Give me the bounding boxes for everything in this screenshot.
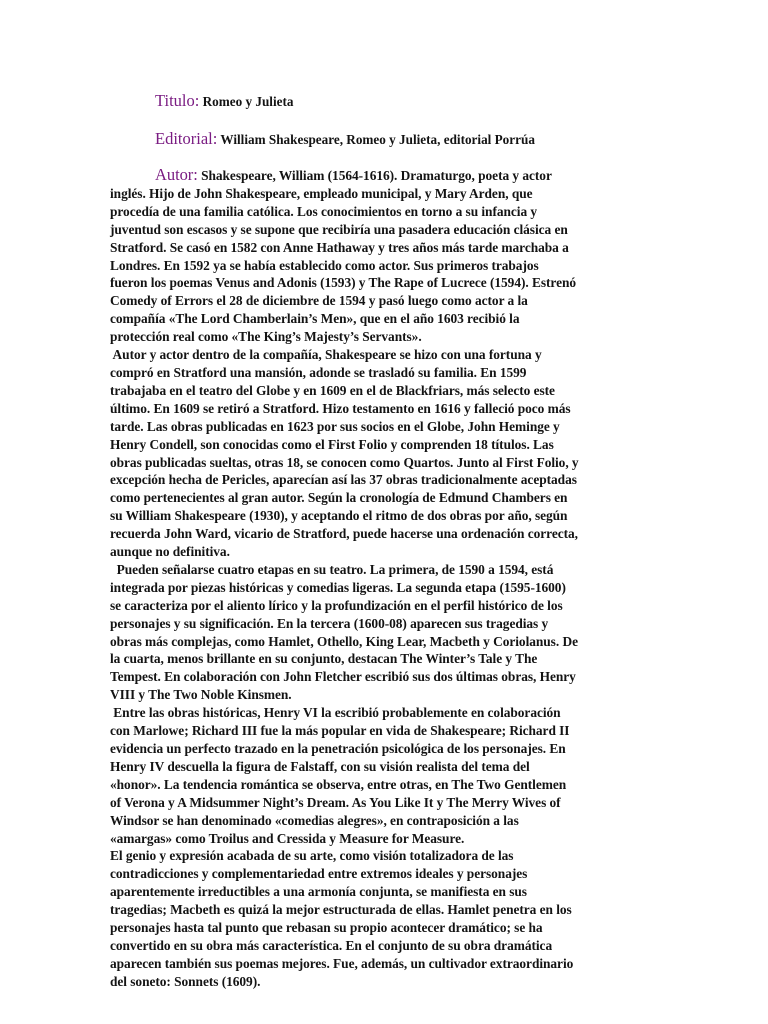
body-line: inglés. Hijo de John Shakespeare, empleado municipal, y Mary Arden, que bbox=[110, 185, 533, 201]
body-line: aparecen también sus poemas mejores. Fue, además, un cultivador extraordinario bbox=[110, 955, 574, 971]
body-line: integrada por piezas históricas y comedias ligeras. La segunda etapa (1595-1600) bbox=[110, 579, 566, 595]
body-line: procedía de una familia católica. Los conocimientos en torno a su infancia y bbox=[110, 203, 538, 219]
body-line: obras publicadas sueltas, otras 18, se conocen como Quartos. Junto al First Folio, y bbox=[110, 454, 579, 470]
body-line: contradicciones y complementariedad entre extremos ideales y personajes bbox=[110, 866, 528, 882]
editorial-line bbox=[110, 130, 662, 149]
body-line: Henry Condell, son conocidas como el First Folio y comprenden 18 títulos. Las bbox=[110, 436, 554, 452]
body-line: excepción hecha de Pericles, aparecían así las 37 obras tradicionalmente aceptadas bbox=[110, 472, 577, 488]
autor-value: Shakespeare, William (1564-1616). Dramaturgo, poeta y actor bbox=[201, 168, 552, 183]
body-line: convertido en su obra más característica. En el conjunto de su obra dramática bbox=[110, 937, 553, 953]
body-line: como pertenecientes al gran autor. Según la cronología de Edmund Chambers en bbox=[110, 490, 568, 506]
body-line: personajes y su significación. En la tercera (1600-08) aparecen sus tragedias y bbox=[110, 615, 549, 631]
body-line: «amargas» como Troilus and Cressida y Measure for Measure. bbox=[110, 830, 465, 846]
autor-block bbox=[110, 166, 662, 991]
body-line: tragedias; Macbeth es quizá la mejor estructurada de ellas. Hamlet penetra en los bbox=[110, 902, 572, 918]
body-line: of Verona y A Midsummer Night’s Dream. As You Like It y The Merry Wives of bbox=[110, 794, 561, 810]
body-line: se caracteriza por el aliento lírico y la profundización en el perfil histórico de los bbox=[110, 597, 563, 613]
body-line: recuerda John Ward, vicario de Stratford, puede hacerse una ordenación correcta, bbox=[110, 526, 578, 542]
body-line: Windsor se han denominado «comedias alegres», en contraposición a las bbox=[110, 812, 519, 828]
body-line: «honor». La tendencia romántica se observa, entre otras, en The Two Gentlemen bbox=[110, 776, 567, 792]
body-line: aunque no definitiva. bbox=[110, 544, 230, 560]
titulo-label: Titulo: bbox=[155, 91, 200, 110]
body-line: Comedy of Errors el 28 de diciembre de 1594 y pasó luego como actor a la bbox=[110, 293, 528, 309]
body-line: la cuarta, menos brillante en su conjunto, destacan The Winter’s Tale y The bbox=[110, 651, 538, 667]
body-line: compró en Stratford una mansión, adonde se trasladó su familia. En 1599 bbox=[110, 364, 527, 380]
body-line: con Marlowe; Richard III fue la más popular en vida de Shakespeare; Richard II bbox=[110, 723, 570, 739]
body-line: fueron los poemas Venus and Adonis (1593) y The Rape of Lucrece (1594). Estrenó bbox=[110, 275, 577, 291]
body-line: su William Shakespeare (1930), y aceptando el ritmo de dos obras por año, según bbox=[110, 508, 568, 524]
body-line: trabajaba en el teatro del Globe y en 1609 en el de Blackfriars, más selecto este bbox=[110, 382, 555, 398]
document-content bbox=[110, 92, 662, 991]
body-line: Pueden señalarse cuatro etapas en su teatro. La primera, de 1590 a 1594, está bbox=[110, 561, 554, 577]
body-line: Stratford. Se casó en 1582 con Anne Hathaway y tres años más tarde marchaba a bbox=[110, 239, 569, 255]
body-line: aparentemente irreductibles a una armonía conjunta, se manifiesta en sus bbox=[110, 884, 527, 900]
autor-line bbox=[110, 166, 662, 185]
body-line: último. En 1609 se retiró a Stratford. Hizo testamento en 1616 y falleció poco más bbox=[110, 400, 571, 416]
titulo-value: Romeo y Julieta bbox=[202, 94, 294, 109]
body-line: Tempest. En colaboración con John Fletcher escribió sus dos últimas obras, Henry bbox=[110, 669, 576, 685]
body-line: Henry IV descuella la figura de Falstaff, con su visión realista del tema del bbox=[110, 758, 530, 774]
titulo-line bbox=[110, 92, 662, 111]
body-line: Entre las obras históricas, Henry VI la escribió probablemente en colaboración bbox=[110, 705, 561, 721]
body-line: El genio y expresión acabada de su arte, como visión totalizadora de las bbox=[110, 848, 514, 864]
body-line: personajes hasta tal punto que rebasan su propio acontecer dramático; se ha bbox=[110, 920, 543, 936]
body-line: compañía «The Lord Chamberlain’s Men», que en el año 1603 recibió la bbox=[110, 311, 520, 327]
body-text bbox=[110, 185, 662, 991]
body-line: Autor y actor dentro de la compañía, Shakespeare se hizo con una fortuna y bbox=[110, 347, 542, 363]
body-line: VIII y The Two Noble Kinsmen. bbox=[110, 687, 292, 703]
body-line: Londres. En 1592 ya se había establecido como actor. Sus primeros trabajos bbox=[110, 257, 539, 273]
autor-label: Autor: bbox=[155, 165, 198, 184]
body-line: evidencia un perfecto trazado en la penetración psicológica de los personajes. En bbox=[110, 741, 566, 756]
body-line: obras más complejas, como Hamlet, Othello, King Lear, Macbeth y Coriolanus. De bbox=[110, 633, 578, 649]
editorial-value: William Shakespeare, Romeo y Julieta, editorial Porrúa bbox=[220, 132, 535, 147]
body-line: tarde. Las obras publicadas en 1623 por sus socios en el Globe, John Heminge y bbox=[110, 418, 560, 434]
body-line: del soneto: Sonnets (1609). bbox=[110, 973, 261, 989]
body-line: protección real como «The King’s Majesty’s Servants». bbox=[110, 329, 422, 345]
body-line: juventud son escasos y se supone que recibiría una pasadera educación clásica en bbox=[110, 221, 568, 237]
editorial-label: Editorial: bbox=[155, 129, 218, 148]
